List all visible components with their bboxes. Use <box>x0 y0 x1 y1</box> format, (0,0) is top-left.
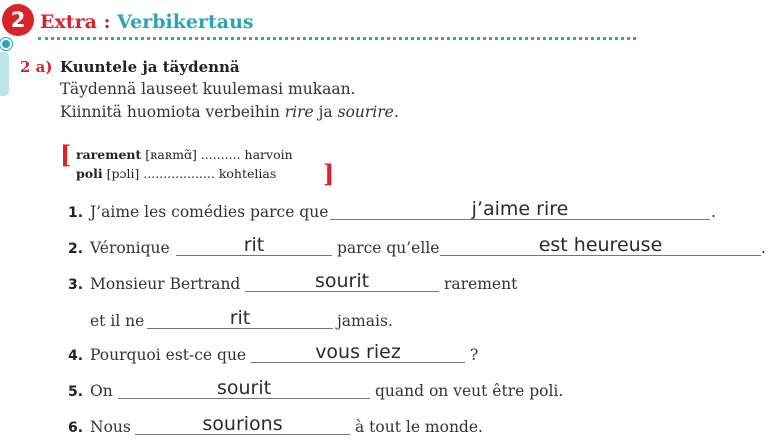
answer-text: sourions <box>202 413 283 435</box>
vocab-open-bracket: [ <box>60 140 72 169</box>
dotted-divider <box>38 37 636 40</box>
sentence-text: Pourquoi est-ce que <box>90 346 247 364</box>
vocab-leader-dots: .......... <box>200 147 241 162</box>
sentence-number: 6. <box>68 420 84 436</box>
sentence-text: . <box>711 203 716 221</box>
sentence-text: ? <box>470 346 479 364</box>
section-title-main: Verbikertaus <box>117 11 254 33</box>
sentence-text: à tout le monde. <box>355 418 483 436</box>
answer-text: vous riez <box>315 341 401 363</box>
sentence-number: 5. <box>68 384 84 400</box>
vocab-word: rarement <box>76 147 142 162</box>
sentence-text: Nous <box>90 418 131 436</box>
sentence-text: J’aime les comédies parce que <box>90 203 329 221</box>
task-label: 2 a) <box>20 58 53 76</box>
verb-sourire: sourire <box>337 103 394 121</box>
answer-text: rit <box>243 234 265 256</box>
sentence-number: 2. <box>68 241 84 257</box>
vocab-pronunciation: [pɔli] <box>106 166 140 181</box>
sentence-number: 4. <box>68 348 84 364</box>
sentence-text: rarement <box>444 275 518 293</box>
sentence-text: jamais. <box>337 312 393 330</box>
task-title: Kuuntele ja täydennä <box>60 58 240 76</box>
vocab-leader-dots: .................. <box>143 166 215 181</box>
section-title-prefix: Extra : <box>40 11 118 33</box>
sentence-text: Monsieur Bertrand <box>90 275 241 293</box>
sentence-number: 3. <box>68 277 84 293</box>
sentence-text: . <box>761 239 766 257</box>
answer-text: rit <box>229 307 251 329</box>
audio-cd-icon[interactable] <box>0 38 12 50</box>
instruction-text: . <box>393 103 399 121</box>
instruction-text: ja <box>313 103 338 121</box>
vocab-item-poli <box>76 166 276 181</box>
vocab-item-rarement <box>76 147 293 162</box>
answer-text: est heureuse <box>538 234 663 256</box>
vocab-pronunciation: [ʀaʀmɑ̃] <box>145 147 197 162</box>
answer-text: sourit <box>216 377 272 399</box>
vocab-close-bracket: ] <box>323 159 335 188</box>
exercise-number-badge: 2 <box>2 4 34 36</box>
vocab-word: poli <box>76 166 103 181</box>
instruction-line-2 <box>60 103 399 121</box>
vocab-meaning: kohtelias <box>218 166 277 181</box>
instruction-line-1: Täydennä lauseet kuulemasi mukaan. <box>60 80 356 98</box>
sentence-text: quand on veut être poli. <box>375 382 564 400</box>
sentence-number: 1. <box>68 205 84 221</box>
sentence-text: Véronique <box>90 239 170 257</box>
instruction-text: Kiinnitä huomiota verbeihin <box>60 103 285 121</box>
answer-text: j’aime rire <box>471 198 569 220</box>
answer-text: sourit <box>314 270 370 292</box>
audio-tab-strip <box>0 52 9 96</box>
sentence-text: parce qu’elle <box>337 239 440 257</box>
section-title <box>40 10 254 34</box>
sentence-text: On <box>90 382 113 400</box>
sentence-text: et il ne <box>90 312 145 330</box>
verb-rire: rire <box>284 103 314 121</box>
vocab-meaning: harvoin <box>244 147 293 162</box>
